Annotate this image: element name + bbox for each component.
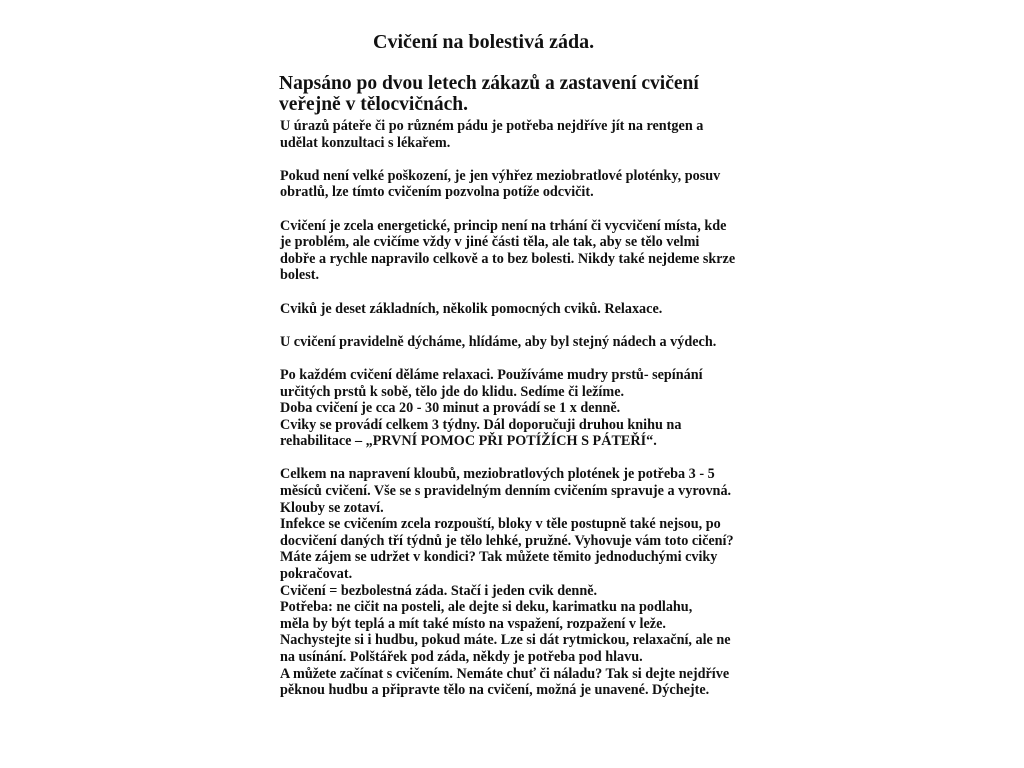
paragraph-spacer [280, 350, 780, 367]
body-line: je problém, ale cvičíme vždy v jiné části těla, ale tak, aby se tělo velmi [280, 234, 700, 251]
body-line: na usínání. Polštářek pod záda, někdy je potřeba pod hlavu. [280, 649, 643, 665]
document-subtitle [279, 73, 759, 115]
subtitle-line: veřejně v tělocvičnách. [279, 94, 468, 115]
body-line: Máte zájem se udržet v kondici? Tak můžete těmito jednoduchými cviky [280, 549, 718, 566]
body-line: Potřeba: ne cičit na posteli, ale dejte si deku, karimatku na podlahu, [280, 599, 693, 616]
body-line: určitých prstů k sobě, tělo jde do klidu. Sedíme či ležíme. [280, 383, 625, 400]
paragraph-spacer [280, 284, 780, 301]
document-title: Cvičení na bolestivá záda. [373, 31, 595, 53]
body-line: U úrazů páteře či po různém pádu je potřeba nejdříve jít na rentgen a [280, 118, 704, 134]
body-line: Cviky se provádí celkem 3 týdny. Dál doporučuji druhou knihu na [280, 416, 682, 433]
body-line: Cviků je deset základních, několik pomocných cviků. Relaxace. [280, 300, 663, 317]
body-line: obratlů, lze tímto cvičením pozvolna potíže odcvičit. [280, 184, 594, 201]
document-body [280, 118, 780, 699]
body-line: Klouby se zotaví. [280, 499, 384, 516]
body-line: docvičení daných tří týdnů je tělo lehké, pružné. Vyhovuje vám toto cičení? [280, 532, 734, 549]
body-line: A můžete začínat s cvičením. Nemáte chuť či náladu? Tak si dejte nejdříve [280, 665, 730, 682]
subtitle-line: Napsáno po dvou letech zákazů a zastavení cvičení [279, 73, 699, 94]
body-line: Nachystejte si i hudbu, pokud máte. Lze si dát rytmickou, relaxační, ale ne [280, 632, 731, 649]
paragraph-spacer [280, 317, 780, 334]
body-line: měla by být teplá a mít také místo na vspažení, rozpažení v leže. [280, 615, 666, 632]
body-line: Pokud není velké poškození, je jen výhřez meziobratlové ploténky, posuv [280, 167, 721, 184]
body-line: U cvičení pravidelně dýcháme, hlídáme, aby byl stejný nádech a výdech. [280, 333, 717, 350]
body-line: udělat konzultaci s lékařem. [280, 134, 451, 151]
body-line: Cvičení = bezbolestná záda. Stačí i jeden cvik denně. [280, 582, 598, 599]
body-line: Po každém cvičení děláme relaxaci. Používáme mudry prstů- sepínání [280, 366, 703, 383]
paragraph-spacer [280, 450, 780, 467]
body-line: Celkem na napravení kloubů, meziobratlových plotének je potřeba 3 - 5 [280, 466, 715, 483]
body-line: měsíců cvičení. Vše se s pravidelným denním cvičením spravuje a vyrovná. [280, 483, 732, 500]
body-line: Cvičení je zcela energetické, princip není na trhání či vycvičení místa, kde [280, 217, 727, 234]
paragraph-spacer [280, 151, 780, 168]
body-line: dobře a rychle napravilo celkově a to bez bolesti. Nikdy také nejdeme skrze [280, 250, 736, 267]
body-line: Infekce se cvičením zcela rozpouští, bloky v těle postupně také nejsou, po [280, 516, 721, 533]
body-line: Doba cvičení je cca 20 - 30 minut a provádí se 1 x denně. [280, 400, 621, 417]
body-line: pokračovat. [280, 566, 353, 583]
body-line: rehabilitace – „PRVNÍ POMOC PŘI POTÍŽÍCH S PÁTEŘÍ“. [280, 433, 657, 450]
body-line: bolest. [280, 267, 320, 284]
paragraph-spacer [280, 201, 780, 218]
body-line: pěknou hudbu a připravte tělo na cvičení, možná je unavené. Dýchejte. [280, 682, 710, 699]
